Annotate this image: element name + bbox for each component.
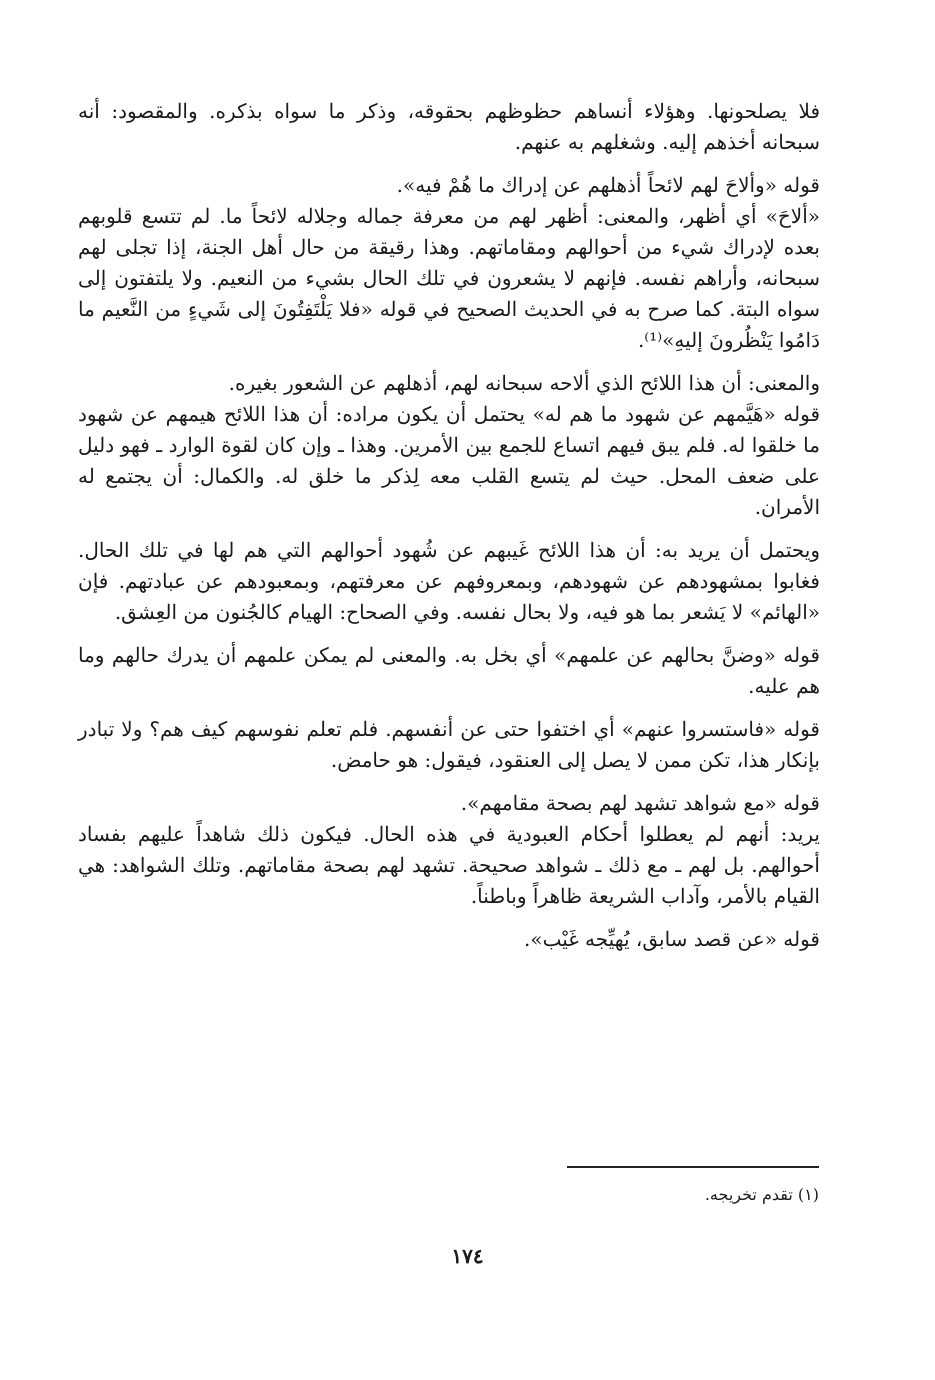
footnote-divider <box>567 1166 819 1168</box>
body-paragraph: قوله «مع شواهد تشهد لهم بصحة مقامهم». <box>460 791 820 815</box>
body-paragraph: فلا يصلحونها. وهؤلاء أنساهم حظوظهم بحقوقه، وذكر ما سواه بذكره. والمقصود: أنه سبحانه أخذهم إليه. وشغلهم به عنهم. <box>78 99 820 154</box>
body-paragraph: قوله «فاستسروا عنهم» أي اختفوا حتى عن أنفسهم. فلم تعلم نفوسهم كيف هم؟ ولا تبادر بإنكار هذا، تكن ممن لا يصل إلى العنقود، فيقول: هو حامض. <box>78 717 820 772</box>
body-paragraph: قوله «وألاحَ لهم لائحاً أذهلهم عن إدراك ما هُمْ فيه». <box>396 173 820 197</box>
page-body <box>78 96 820 955</box>
page-number: ١٧٤ <box>451 1244 484 1268</box>
body-paragraph: قوله «عن قصد سابق، يُهيِّجه غَيْب». <box>523 927 820 951</box>
body-paragraph: قوله «وضنَّ بحالهم عن علمهم» أي بخل به. والمعنى لم يمكن علمهم أن يدرك حالهم وما هم عليه. <box>78 643 820 698</box>
body-paragraph: يريد: أنهم لم يعطلوا أحكام العبودية في هذه الحال. فيكون ذلك شاهداً عليهم بفساد أحوالهم. بل لهم ـ مع ذلك ـ شواهد صحيحة. تشهد لهم بصحة مقاماتهم. وتلك الشواهد: هي القيام بالأمر، وآداب الشريعة ظاهراً وباطناً. <box>78 822 820 908</box>
body-paragraph: والمعنى: أن هذا اللائح الذي ألاحه سبحانه لهم، أذهلهم عن الشعور بغيره. <box>228 371 820 395</box>
body-paragraph: ويحتمل أن يريد به: أن هذا اللائح غَيبهم عن شُهود أحوالهم التي هم لها في تلك الحال. فغابوا بمشهودهم عن شهودهم، وبمعروفهم عن معرفتهم، وبمعبودهم عن عبادتهم. فإن «الهائم» لا يَشعر بما هو فيه، ولا بحال نفسه. وفي الصحاح: الهيام كالجُنون من العِشق. <box>78 538 820 624</box>
footnote: (١) تقدم تخريجه. <box>704 1185 819 1204</box>
body-paragraph: قوله «هَيَّمهم عن شهود ما هم له» يحتمل أن يكون مراده: أن هذا اللائح هيمهم عن شهود ما خلقوا له. فلم يبق فيهم اتساع للجمع بين الأمرين. وهذا ـ وإن كان لقوة الوارد ـ فهو دليل على ضعف المحل. حيث لم يتسع القلب معه لِذكر ما خلق له. والكمال: أن يجتمع له الأمران. <box>78 402 820 519</box>
body-paragraph: «ألاحَ» أي أظهر، والمعنى: أظهر لهم من معرفة جماله وجلاله لائحاً ما. لم تتسع قلوبهم بعده لإدراك شيء من أحوالهم ومقاماتهم. وهذا رقيقة من حال أهل الجنة، إذا تجلى لهم سبحانه، وأراهم نفسه. فإنهم لا يشعرون في تلك الحال بشيء من النعيم. ولا يلتفتون إلى سواه البتة. كما صرح به في الحديث الصحيح في قوله «فلا يَلْتَفِتُونَ إلى شَيءٍ من النَّعيم ما دَامُوا يَنْظُرونَ إليهِ»⁽¹⁾. <box>78 204 820 352</box>
